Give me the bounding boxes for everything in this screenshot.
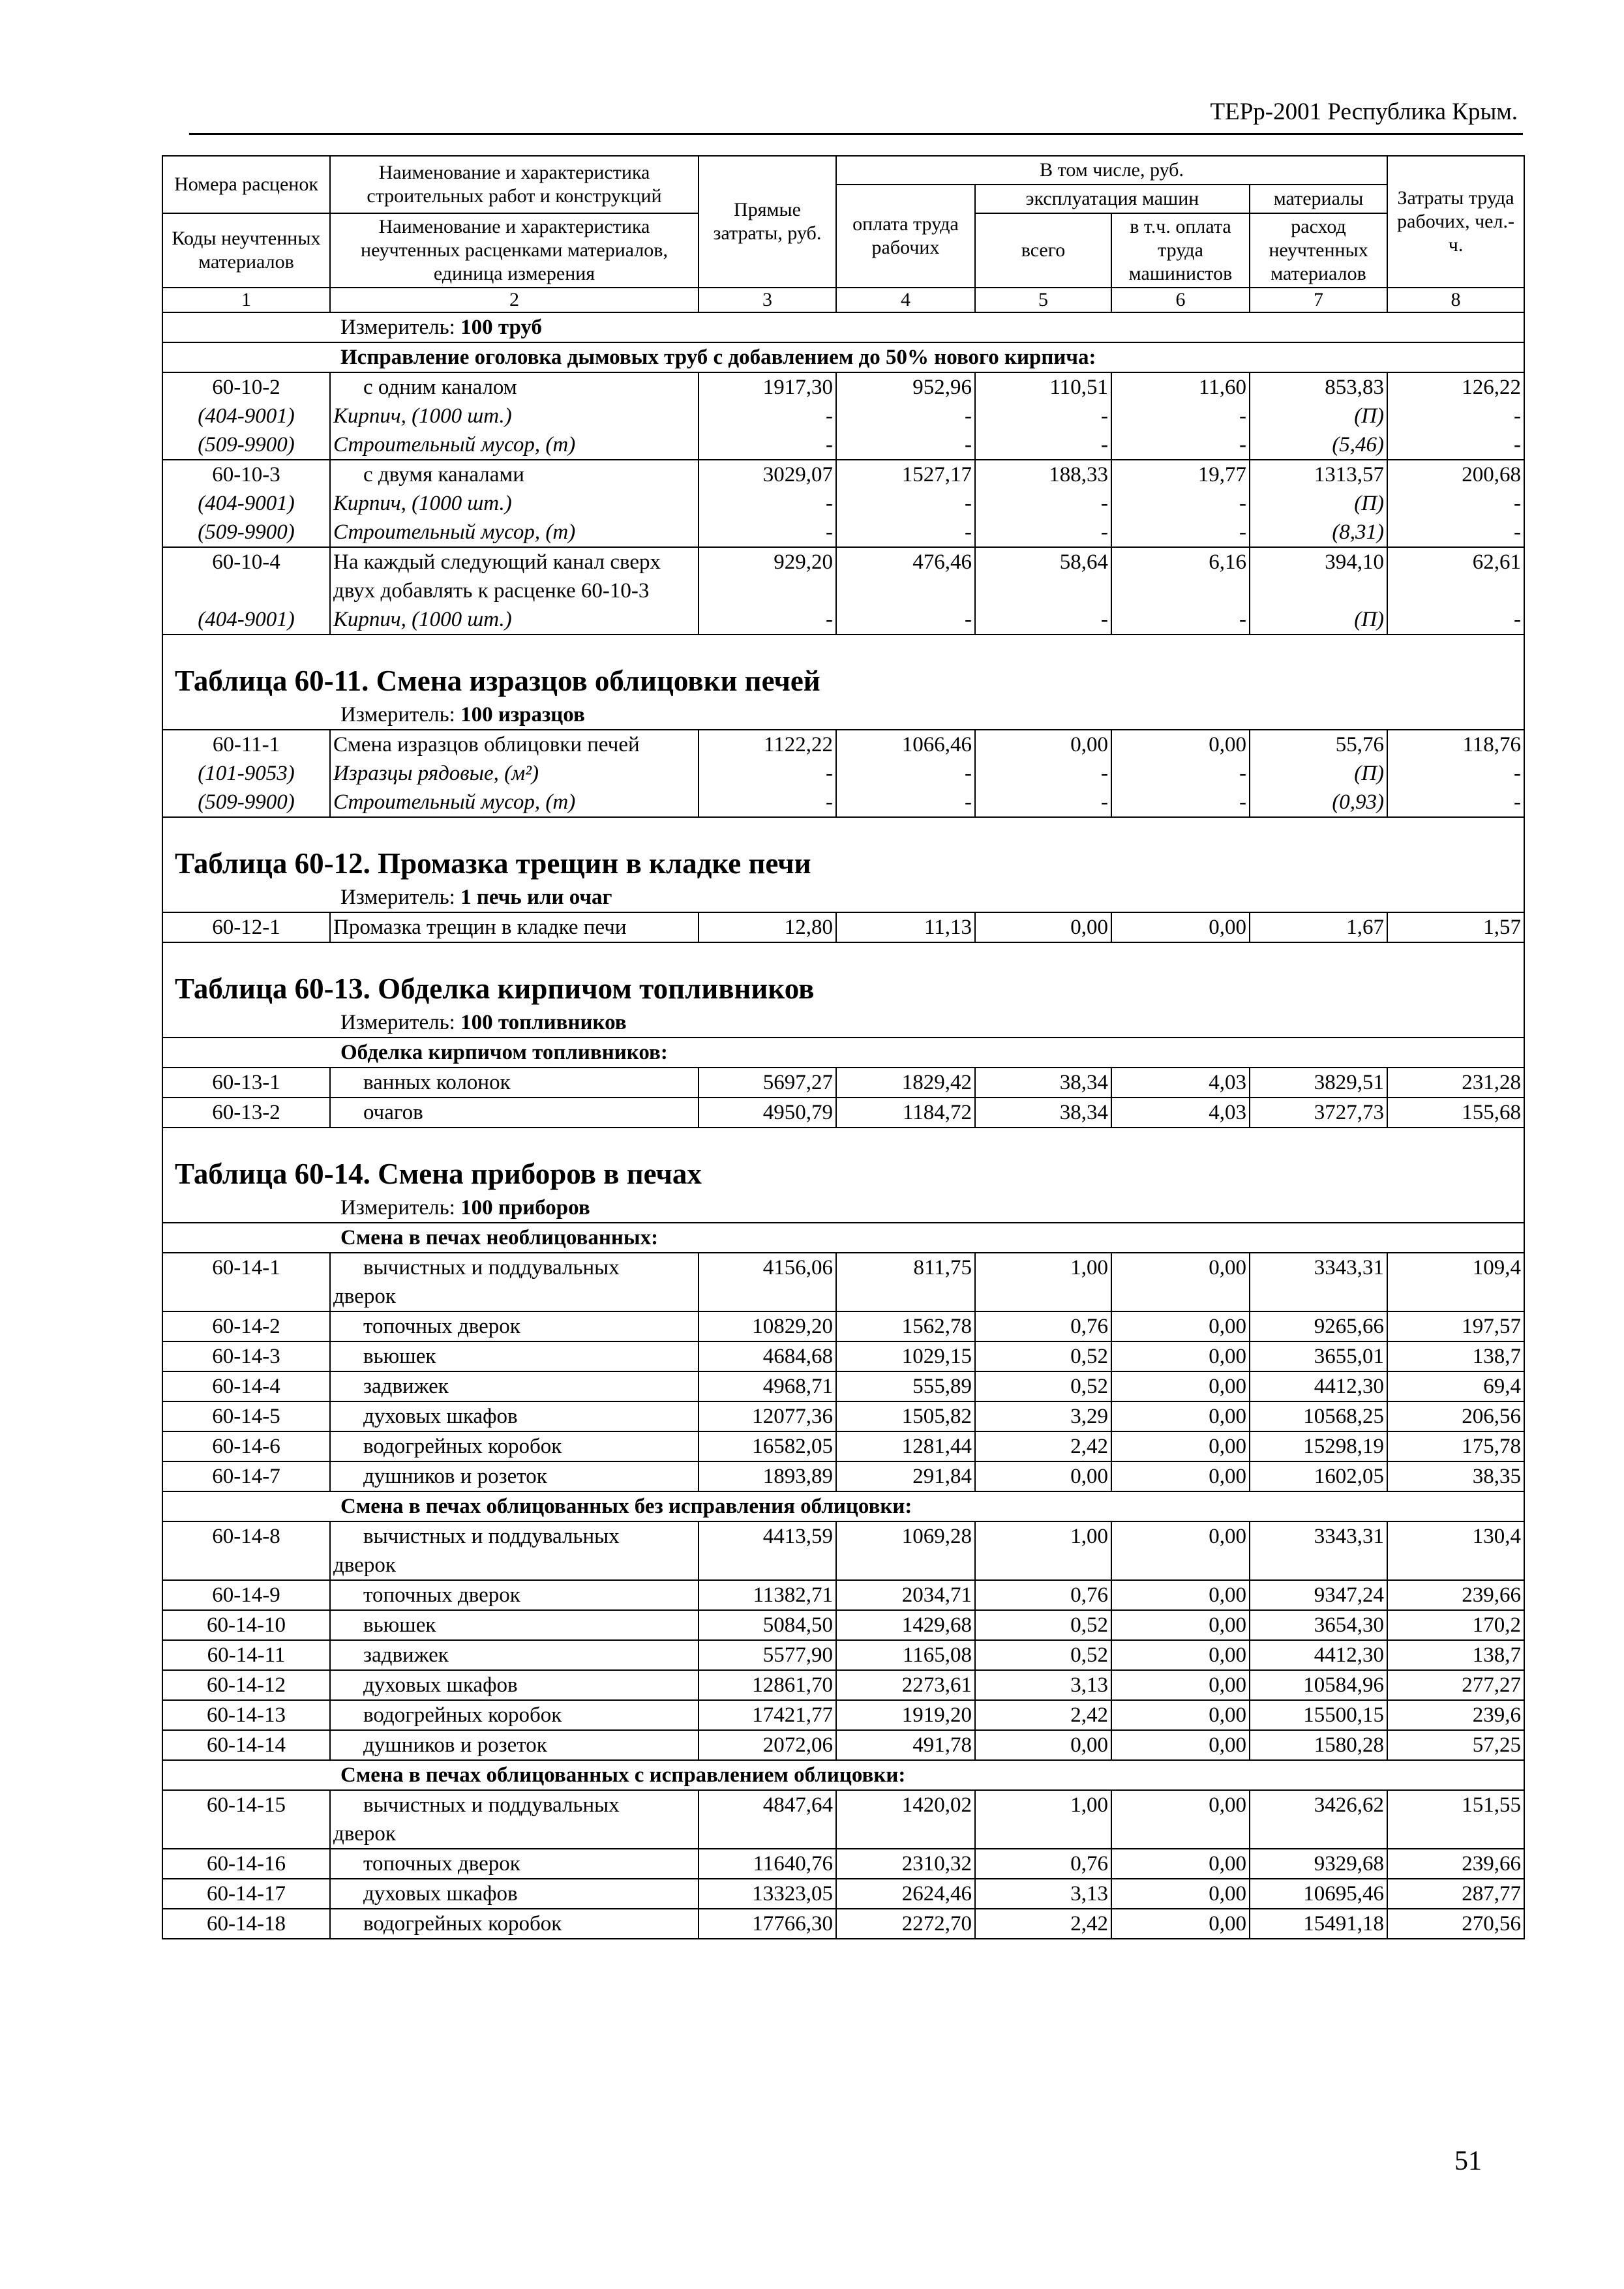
col-header-material-names: Наименование и характеристика неучтенных расценками материалов, единица измерения [330,213,699,288]
table-row: 60-14-8 вычистных и поддувальных дверок 4413,59 1069,28 1,00 0,00 3343,31 130,4 [162,1521,1524,1580]
section-heading: Смена в печах необлицованных: [162,1223,1524,1253]
col-number: 2 [330,288,699,312]
row-name: вычистных и поддувальных дверок [330,1521,699,1580]
col-header-direct-costs: Прямые затраты, руб. [699,156,836,288]
table-row: (509-9900) Строительный мусор, (т) - - - - (5,46) - [162,430,1524,460]
table-row: (101-9053) Изразцы рядовые, (м²) - - - - (П) - [162,759,1524,788]
col-header-machinists-pay: в т.ч. оплата труда машинистов [1111,213,1250,288]
section-heading: Исправление оголовка дымовых труб с добавлением до 50% нового кирпича: [162,342,1524,372]
col-number: 8 [1387,288,1524,312]
table-row: 60-14-1 вычистных и поддувальных дверок 4156,06 811,75 1,00 0,00 3343,31 109,4 [162,1253,1524,1311]
section-heading: Смена в печах облицованных с исправлением облицовки: [162,1760,1524,1790]
table-row: 60-14-3 вьюшек 4684,68 1029,15 0,52 0,00 3655,01 138,7 [162,1341,1524,1371]
table-row: 60-14-14 душников и розеток 2072,06 491,78 0,00 0,00 1580,28 57,25 [162,1730,1524,1760]
col-header-rate-numbers: Номера расценок [162,156,330,213]
table-row: 60-14-11 задвижек 5577,90 1165,08 0,52 0,00 4412,30 138,7 [162,1640,1524,1670]
col-header-work-name: Наименование и характеристика строительных работ и конструкций [330,156,699,213]
col-header-machines-total: всего [975,213,1111,288]
table-row: (404-9001) Кирпич, (1000 шт.) - - - - (П) - [162,605,1524,635]
document-title: ТЕРр-2001 Республика Крым. [1210,98,1518,125]
table-row: (509-9900) Строительный мусор, (т) - - - - (8,31) - [162,518,1524,547]
measure-line: Измеритель: 100 изразцов [162,700,1524,730]
table-row: (509-9900) Строительный мусор, (т) - - - - (0,93) - [162,788,1524,817]
table-row: (404-9001) Кирпич, (1000 шт.) - - - - (П) - [162,402,1524,430]
table-row: 60-10-4 На каждый следующий канал сверх двух добавлять к расценке 60-10-3 929,20 476,46 58,64 6,16 394,10 62,61 [162,547,1524,605]
col-number: 6 [1111,288,1250,312]
table-row: 60-14-9 топочных дверок 11382,71 2034,71 0,76 0,00 9347,24 239,66 [162,1580,1524,1610]
col-number: 3 [699,288,836,312]
col-number: 4 [836,288,975,312]
table-row: 60-14-5 духовых шкафов 12077,36 1505,82 3,29 0,00 10568,25 206,56 [162,1401,1524,1431]
table-row: 60-13-1 ванных колонок 5697,27 1829,42 38,34 4,03 3829,51 231,28 [162,1068,1524,1098]
measure-line: Измеритель: 100 приборов [162,1193,1524,1223]
table-title: Таблица 60-14. Смена приборов в печах [162,1128,1524,1193]
col-header-machines: эксплуатация машин [975,185,1250,213]
measure-line: Измеритель: 100 труб [162,312,1524,342]
section-heading: Обделка кирпичом топливников: [162,1038,1524,1068]
table-row: 60-14-4 задвижек 4968,71 555,89 0,52 0,00 4412,30 69,4 [162,1371,1524,1401]
table-row: 60-14-15 вычистных и поддувальных дверок 4847,64 1420,02 1,00 0,00 3426,62 151,55 [162,1790,1524,1849]
rates-table [162,155,1525,1939]
table-row: 60-14-12 духовых шкафов 12861,70 2273,61 3,13 0,00 10584,96 277,27 [162,1670,1524,1700]
page-number: 51 [1454,2146,1482,2176]
table-row: 60-12-1 Промазка трещин в кладке печи 12,80 11,13 0,00 0,00 1,67 1,57 [162,912,1524,942]
col-header-material-usage: расход неучтенных материалов [1250,213,1387,288]
col-header-including: В том числе, руб. [836,156,1387,185]
table-row: 60-14-13 водогрейных коробок 17421,77 1919,20 2,42 0,00 15500,15 239,6 [162,1700,1524,1730]
table-row: (404-9001) Кирпич, (1000 шт.) - - - - (П) - [162,489,1524,518]
section-heading: Смена в печах облицованных без исправления облицовки: [162,1491,1524,1521]
table-row: 60-11-1 Смена изразцов облицовки печей 1122,22 1066,46 0,00 0,00 55,76 118,76 [162,730,1524,759]
table-row: 60-14-17 духовых шкафов 13323,05 2624,46 3,13 0,00 10695,46 287,77 [162,1879,1524,1909]
table-row: 60-14-7 душников и розеток 1893,89 291,84 0,00 0,00 1602,05 38,35 [162,1461,1524,1491]
table-row: 60-14-18 водогрейных коробок 17766,30 2272,70 2,42 0,00 15491,18 270,56 [162,1909,1524,1939]
col-header-material-codes: Коды неучтенных материалов [162,213,330,288]
table-row: 60-14-2 топочных дверок 10829,20 1562,78 0,76 0,00 9265,66 197,57 [162,1311,1524,1341]
col-header-materials: материалы [1250,185,1387,213]
col-number: 7 [1250,288,1387,312]
table-title: Таблица 60-11. Смена изразцов облицовки печей [162,635,1524,700]
table-row: 60-14-16 топочных дверок 11640,76 2310,32 0,76 0,00 9329,68 239,66 [162,1849,1524,1879]
measure-line: Измеритель: 1 печь или очаг [162,883,1524,912]
table-row: 60-13-2 очагов 4950,79 1184,72 38,34 4,03 3727,73 155,68 [162,1098,1524,1128]
table-row: 60-10-2 с одним каналом 1917,30 952,96 110,51 11,60 853,83 126,22 [162,372,1524,402]
table-row: 60-14-6 водогрейных коробок 16582,05 1281,44 2,42 0,00 15298,19 175,78 [162,1431,1524,1461]
table-row: 60-14-10 вьюшек 5084,50 1429,68 0,52 0,00 3654,30 170,2 [162,1610,1524,1640]
col-header-labor: Затраты труда рабочих, чел.-ч. [1387,156,1524,288]
col-number: 5 [975,288,1111,312]
col-number: 1 [162,288,330,312]
table-title: Таблица 60-12. Промазка трещин в кладке печи [162,817,1524,883]
col-header-worker-pay: оплата труда рабочих [836,185,975,288]
row-name: вычистных и поддувальных дверок [330,1253,699,1311]
page-header [189,91,1523,135]
row-name: вычистных и поддувальных дверок [330,1790,699,1849]
measure-line: Измеритель: 100 топливников [162,1008,1524,1038]
table-title: Таблица 60-13. Обделка кирпичом топливников [162,942,1524,1008]
table-row: 60-10-3 с двумя каналами 3029,07 1527,17 188,33 19,77 1313,57 200,68 [162,460,1524,489]
